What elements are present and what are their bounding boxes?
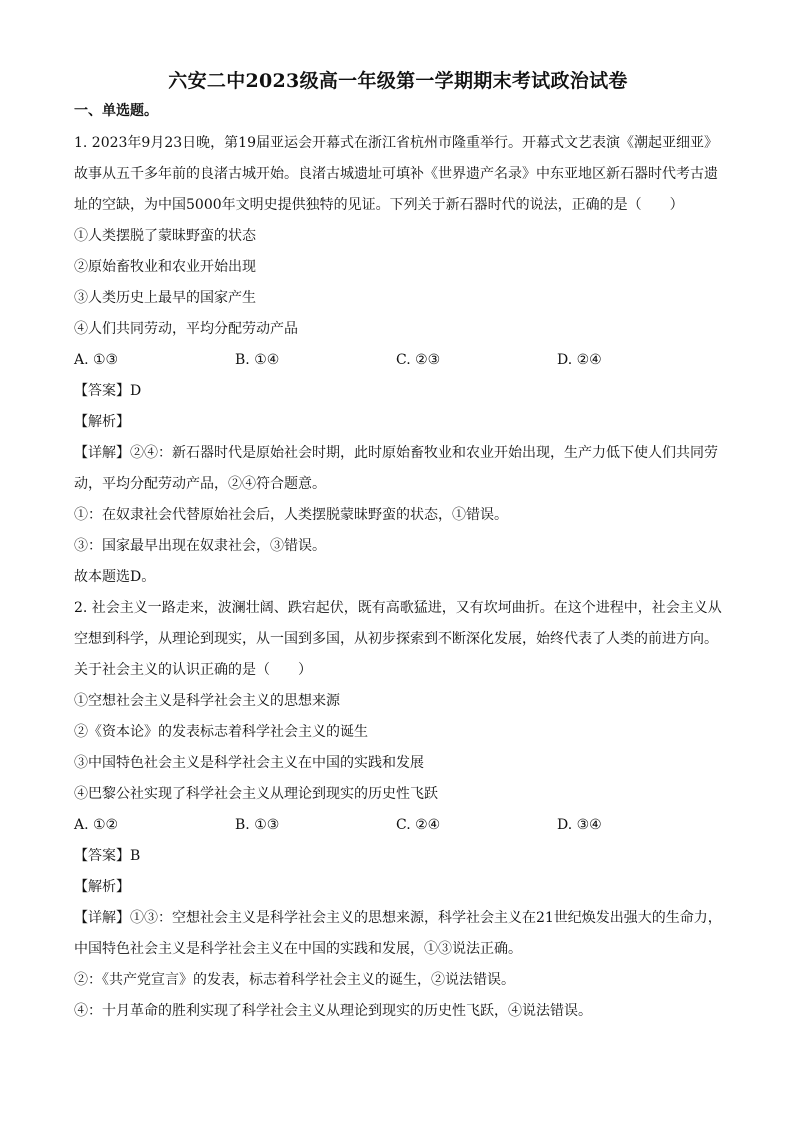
q1-option-d: D. ②④ bbox=[557, 352, 602, 368]
q2-detail-line-2: 中国特色社会主义是科学社会主义在中国的实践和发展，①③说法正确。 bbox=[74, 941, 522, 957]
q1-option-b: B. ①④ bbox=[235, 352, 280, 368]
q2-answer: 【答案】B bbox=[74, 848, 141, 864]
q2-option-a: A. ①② bbox=[74, 817, 119, 833]
section-heading: 一、单选题。 bbox=[74, 103, 158, 119]
q1-options bbox=[74, 345, 722, 376]
q1-detail-line-4: ③：国家最早出现在奴隶社会，③错误。 bbox=[74, 538, 326, 554]
q2-analysis-label: 【解析】 bbox=[74, 879, 130, 895]
q2-stem-line-3: 关于社会主义的认识正确的是（ ） bbox=[74, 662, 312, 678]
q2-option-d: D. ③④ bbox=[557, 817, 602, 833]
page-title: 六安二中2023级高一年级第一学期期末考试政治试卷 bbox=[168, 70, 628, 92]
question-2 bbox=[74, 593, 722, 1027]
q2-option-b: B. ①③ bbox=[235, 817, 280, 833]
q2-detail-line-4: ④：十月革命的胜利实现了科学社会主义从理论到现实的历史性飞跃，④说法错误。 bbox=[74, 1003, 592, 1019]
q1-answer: 【答案】D bbox=[74, 383, 142, 399]
q1-detail-line-1: 【详解】②④：新石器时代是原始社会时期，此时原始畜牧业和农业开始出现，生产力低下使人们共同劳 bbox=[74, 445, 718, 461]
q1-option-c: C. ②③ bbox=[396, 352, 441, 368]
question-1 bbox=[74, 128, 722, 593]
q1-detail-line-3: ①：在奴隶社会代替原始社会后，人类摆脱蒙昧野蛮的状态，①错误。 bbox=[74, 507, 508, 523]
q2-detail-line-3: ②：《共产党宣言》的发表，标志着科学社会主义的诞生，②说法错误。 bbox=[74, 972, 515, 988]
q2-statement-4: ④巴黎公社实现了科学社会主义从理论到现实的历史性飞跃 bbox=[74, 786, 438, 802]
q2-statement-1: ①空想社会主义是科学社会主义的思想来源 bbox=[74, 693, 340, 709]
q1-analysis-label: 【解析】 bbox=[74, 414, 130, 430]
q1-option-a: A. ①③ bbox=[74, 352, 119, 368]
q2-statement-3: ③中国特色社会主义是科学社会主义在中国的实践和发展 bbox=[74, 755, 424, 771]
q2-statement-2: ②《资本论》的发表标志着科学社会主义的诞生 bbox=[74, 724, 368, 740]
q2-stem-line-1: 2. 社会主义一路走来，波澜壮阔、跌宕起伏，既有高歌猛进，又有坎坷曲折。在这个进程中，社会主义从 bbox=[74, 600, 722, 616]
q1-conclusion: 故本题选D。 bbox=[74, 569, 156, 585]
q1-statement-3: ③人类历史上最早的国家产生 bbox=[74, 290, 256, 306]
q2-option-c: C. ②④ bbox=[396, 817, 441, 833]
q1-stem-line-2: 故事从五千多年前的良渚古城开始。良渚古城遗址可填补《世界遗产名录》中东亚地区新石器时代考古遗 bbox=[74, 166, 718, 182]
q1-statement-1: ①人类摆脱了蒙昧野蛮的状态 bbox=[74, 228, 256, 244]
q1-stem-line-3: 址的空缺，为中国5000年文明史提供独特的见证。下列关于新石器时代的说法，正确的是（ ） bbox=[74, 197, 684, 213]
q1-statement-2: ②原始畜牧业和农业开始出现 bbox=[74, 259, 256, 275]
q2-options bbox=[74, 810, 722, 841]
q2-detail-line-1: 【详解】①③：空想社会主义是科学社会主义的思想来源，科学社会主义在21世纪焕发出强大的生命力， bbox=[74, 910, 722, 926]
q2-stem-line-2: 空想到科学，从理论到现实，从一国到多国，从初步探索到不断深化发展，始终代表了人类的前进方向。 bbox=[74, 631, 718, 647]
q1-stem-line-1: 1. 2023年9月23日晚，第19届亚运会开幕式在浙江省杭州市隆重举行。开幕式文艺表演《潮起亚细亚》 bbox=[74, 135, 718, 151]
q1-detail-line-2: 动，平均分配劳动产品，②④符合题意。 bbox=[74, 476, 326, 492]
q1-statement-4: ④人们共同劳动，平均分配劳动产品 bbox=[74, 321, 298, 337]
